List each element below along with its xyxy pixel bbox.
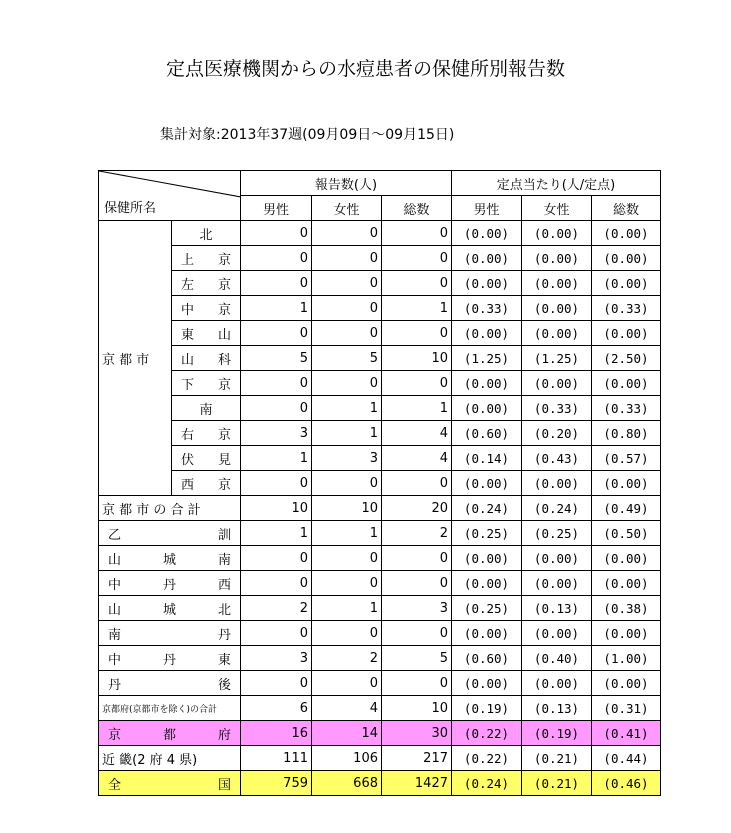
cell-rm: (0.14): [452, 446, 522, 471]
ward-name-chars: [175, 424, 237, 443]
cell-rf: (0.00): [522, 296, 592, 321]
cell-rm: (1.25): [452, 346, 522, 371]
ward-name-chars: [175, 274, 237, 293]
cell-total: 0: [382, 221, 452, 246]
ward-name-chars: [175, 299, 237, 318]
table-row: [99, 671, 661, 696]
cell-rf: (0.13): [522, 696, 592, 721]
row-name-char: 訓: [217, 527, 231, 543]
cell-rf: (0.20): [522, 421, 592, 446]
table-row: [99, 346, 661, 371]
ward-name-chars: 南: [199, 402, 213, 418]
cell-total: 0: [382, 471, 452, 496]
cell-total: 1427: [382, 771, 452, 796]
ward-char: 右: [181, 427, 195, 443]
cell-rf: (0.00): [522, 371, 592, 396]
cell-female: 0: [312, 671, 382, 696]
ward-name: [172, 221, 241, 246]
column-header: 男性: [241, 196, 312, 221]
ward-name-chars: [175, 474, 237, 493]
cell-rf: (0.00): [522, 471, 592, 496]
cell-female: 10: [312, 496, 382, 521]
column-header: 総数: [382, 196, 452, 221]
table-row: [99, 471, 661, 496]
cell-male: 1: [241, 446, 312, 471]
table-row: [99, 296, 661, 321]
row-name-char: 南: [108, 627, 122, 643]
cell-rf: (0.13): [522, 596, 592, 621]
ward-name: [172, 346, 241, 371]
corner-label: 保健所名: [104, 201, 157, 216]
cell-total: 0: [382, 271, 452, 296]
cell-rf: (0.00): [522, 621, 592, 646]
cell-rm: (0.00): [452, 321, 522, 346]
cell-rf: (0.25): [522, 521, 592, 546]
cell-female: 2: [312, 646, 382, 671]
cell-female: 0: [312, 246, 382, 271]
cell-male: 0: [241, 271, 312, 296]
cell-rt: (0.41): [592, 721, 661, 746]
cell-total: 10: [382, 696, 452, 721]
cell-rt: (0.00): [592, 471, 661, 496]
row-name-char: 京: [108, 727, 122, 743]
table-row: [99, 271, 661, 296]
cell-rf: (0.43): [522, 446, 592, 471]
column-header: 女性: [522, 196, 592, 221]
cell-rt: (0.57): [592, 446, 661, 471]
row-name-chars: [102, 524, 237, 543]
ward-char: 科: [217, 352, 231, 368]
cell-total: 0: [382, 571, 452, 596]
row-name-chars: [102, 724, 237, 743]
cell-total: 10: [382, 346, 452, 371]
cell-female: 4: [312, 696, 382, 721]
cell-female: 1: [312, 421, 382, 446]
ward-char: 京: [217, 252, 231, 268]
cell-rt: (0.38): [592, 596, 661, 621]
ward-char: 左: [181, 277, 195, 293]
cell-rt: (0.00): [592, 671, 661, 696]
rate-header: 定点当たり(人/定点): [452, 171, 661, 196]
table-body: [99, 171, 661, 796]
cell-male: 3: [241, 421, 312, 446]
cell-rt: (0.00): [592, 221, 661, 246]
row-name-char: 丹: [162, 652, 176, 668]
cell-female: 0: [312, 271, 382, 296]
table-row: [99, 521, 661, 546]
cell-male: 0: [241, 571, 312, 596]
cell-male: 0: [241, 246, 312, 271]
ward-char: 東: [181, 327, 195, 343]
cell-rm: (0.60): [452, 646, 522, 671]
cell-rm: (0.00): [452, 371, 522, 396]
cell-rt: (0.50): [592, 521, 661, 546]
ward-name-chars: [175, 374, 237, 393]
cell-rm: (0.24): [452, 496, 522, 521]
corner-cell: [99, 171, 241, 221]
national-row: [99, 771, 661, 796]
row-name-char: 国: [217, 777, 231, 793]
cell-rt: (0.80): [592, 421, 661, 446]
cell-male: 2: [241, 596, 312, 621]
row-name: [99, 671, 241, 696]
cell-total: 0: [382, 546, 452, 571]
column-header: 女性: [312, 196, 382, 221]
cell-rt: (0.44): [592, 746, 661, 771]
cell-male: 3: [241, 646, 312, 671]
ward-name-chars: 北: [199, 227, 213, 243]
table-row: [99, 221, 661, 246]
kyoto-pref-row: [99, 721, 661, 746]
ward-char: 京: [217, 277, 231, 293]
cell-rt: (2.50): [592, 346, 661, 371]
row-name-chars: [102, 599, 237, 618]
ward-name: [172, 446, 241, 471]
row-name: 京 都 市 の 合 計: [99, 496, 241, 521]
cell-rt: (0.00): [592, 271, 661, 296]
cell-female: 0: [312, 371, 382, 396]
kinki-row: [99, 746, 661, 771]
cell-female: 668: [312, 771, 382, 796]
cell-male: 0: [241, 321, 312, 346]
cell-rm: (0.25): [452, 521, 522, 546]
cell-rm: (0.00): [452, 246, 522, 271]
cell-female: 106: [312, 746, 382, 771]
cell-male: 10: [241, 496, 312, 521]
period-label: 集計対象:2013年37週(09月09日〜09月15日): [160, 127, 455, 143]
cell-rt: (0.31): [592, 696, 661, 721]
table-row: [99, 446, 661, 471]
row-name-chars: [102, 649, 237, 668]
cell-rm: (0.00): [452, 621, 522, 646]
row-name-char: 中: [108, 577, 122, 593]
cell-female: 0: [312, 471, 382, 496]
cell-rt: (1.00): [592, 646, 661, 671]
city-total-row: [99, 496, 661, 521]
cell-rm: (0.19): [452, 696, 522, 721]
cell-rf: (0.00): [522, 546, 592, 571]
cell-male: 1: [241, 296, 312, 321]
cell-rt: (0.33): [592, 296, 661, 321]
cell-female: 3: [312, 446, 382, 471]
cell-rm: (0.00): [452, 571, 522, 596]
cell-rf: (0.00): [522, 271, 592, 296]
table-row: [99, 421, 661, 446]
ward-char: 上: [181, 252, 195, 268]
row-name-char: 丹: [162, 577, 176, 593]
cell-male: 6: [241, 696, 312, 721]
row-name: 京都府(京都市を除く)の合計: [99, 696, 241, 721]
row-name-char: 城: [162, 602, 176, 618]
row-name-char: 山: [108, 552, 122, 568]
row-name-char: 山: [108, 602, 122, 618]
cell-rt: (0.00): [592, 321, 661, 346]
row-name: [99, 646, 241, 671]
cell-male: 759: [241, 771, 312, 796]
cell-total: 0: [382, 621, 452, 646]
ward-name: [172, 296, 241, 321]
ward-name: [172, 471, 241, 496]
ward-name: [172, 271, 241, 296]
cell-female: 5: [312, 346, 382, 371]
row-name-char: 北: [217, 602, 231, 618]
page-title: 定点医療機関からの水痘患者の保健所別報告数: [165, 58, 565, 80]
cell-male: 0: [241, 671, 312, 696]
cell-rt: (0.00): [592, 571, 661, 596]
cell-male: 0: [241, 471, 312, 496]
row-name-char: 丹: [108, 677, 122, 693]
column-header: 男性: [452, 196, 522, 221]
ward-char: 見: [217, 452, 231, 468]
ward-name: [172, 421, 241, 446]
header-row: [99, 171, 661, 196]
cell-rf: (0.19): [522, 721, 592, 746]
cell-female: 1: [312, 596, 382, 621]
cell-rf: (0.21): [522, 771, 592, 796]
cell-rt: (0.33): [592, 396, 661, 421]
cell-female: 0: [312, 621, 382, 646]
cell-total: 2: [382, 521, 452, 546]
row-name-chars: [102, 549, 237, 568]
ward-char: 京: [217, 477, 231, 493]
row-name-char: 都: [162, 727, 176, 743]
row-name-char: 府: [217, 727, 231, 743]
table-row: [99, 546, 661, 571]
cell-rm: (0.00): [452, 221, 522, 246]
cell-female: 1: [312, 521, 382, 546]
ward-name-chars: [175, 449, 237, 468]
cell-total: 0: [382, 246, 452, 271]
cell-total: 0: [382, 671, 452, 696]
cell-rf: (0.00): [522, 571, 592, 596]
cell-female: 0: [312, 321, 382, 346]
ward-char: 西: [181, 477, 195, 493]
table-row: [99, 571, 661, 596]
reports-header: 報告数(人): [241, 171, 452, 196]
cell-rm: (0.00): [452, 396, 522, 421]
cell-rm: (0.00): [452, 471, 522, 496]
table-row: [99, 621, 661, 646]
cell-male: 1: [241, 521, 312, 546]
row-name-char: 乙: [108, 527, 122, 543]
ward-char: 下: [181, 377, 195, 393]
cell-rm: (0.25): [452, 596, 522, 621]
column-header: 総数: [592, 196, 661, 221]
cell-total: 0: [382, 321, 452, 346]
row-name-char: 城: [162, 552, 176, 568]
row-name: [99, 546, 241, 571]
row-name-char: 西: [217, 577, 231, 593]
cell-male: 16: [241, 721, 312, 746]
cell-total: 1: [382, 296, 452, 321]
table-row: [99, 646, 661, 671]
row-name: [99, 521, 241, 546]
cell-total: 5: [382, 646, 452, 671]
table-row: [99, 371, 661, 396]
cell-male: 111: [241, 746, 312, 771]
row-name-char: 後: [217, 677, 231, 693]
cell-male: 0: [241, 371, 312, 396]
table-row: [99, 246, 661, 271]
row-name-char: 丹: [217, 627, 231, 643]
cell-rm: (0.22): [452, 746, 522, 771]
cell-rt: (0.46): [592, 771, 661, 796]
cell-total: 4: [382, 421, 452, 446]
pref-subtotal-row: [99, 696, 661, 721]
cell-rt: (0.00): [592, 621, 661, 646]
table-row: [99, 321, 661, 346]
cell-rf: (0.33): [522, 396, 592, 421]
cell-rm: (0.60): [452, 421, 522, 446]
cell-total: 1: [382, 396, 452, 421]
ward-name: [172, 371, 241, 396]
row-name-char: 南: [217, 552, 231, 568]
row-name: [99, 571, 241, 596]
report-table: [98, 170, 661, 796]
ward-name-chars: [175, 349, 237, 368]
cell-rt: (0.00): [592, 371, 661, 396]
cell-female: 0: [312, 571, 382, 596]
ward-char: 中: [181, 302, 195, 318]
cell-male: 0: [241, 221, 312, 246]
cell-total: 0: [382, 371, 452, 396]
row-name-char: 全: [108, 777, 122, 793]
cell-rf: (0.00): [522, 321, 592, 346]
row-name-chars: [102, 624, 237, 643]
cell-rm: (0.00): [452, 671, 522, 696]
row-name-char: 東: [217, 652, 231, 668]
cell-male: 0: [241, 396, 312, 421]
ward-name-chars: [175, 324, 237, 343]
cell-rm: (0.00): [452, 271, 522, 296]
ward-name: [172, 396, 241, 421]
table-row: [99, 396, 661, 421]
table-row: [99, 596, 661, 621]
cell-total: 4: [382, 446, 452, 471]
cell-rt: (0.49): [592, 496, 661, 521]
cell-total: 217: [382, 746, 452, 771]
ward-char: 京: [217, 302, 231, 318]
cell-female: 0: [312, 546, 382, 571]
cell-total: 20: [382, 496, 452, 521]
row-name-chars: [102, 574, 237, 593]
cell-male: 0: [241, 621, 312, 646]
cell-total: 3: [382, 596, 452, 621]
cell-rf: (0.00): [522, 221, 592, 246]
cell-female: 1: [312, 396, 382, 421]
row-name: [99, 596, 241, 621]
cell-rt: (0.00): [592, 246, 661, 271]
ward-char: 京: [217, 377, 231, 393]
ward-char: 山: [217, 327, 231, 343]
cell-rt: (0.00): [592, 546, 661, 571]
cell-female: 0: [312, 296, 382, 321]
kyoto-city-group: 京 都 市: [99, 221, 172, 496]
cell-rf: (0.00): [522, 246, 592, 271]
cell-male: 5: [241, 346, 312, 371]
ward-char: 京: [217, 427, 231, 443]
row-name: [99, 771, 241, 796]
cell-rf: (1.25): [522, 346, 592, 371]
cell-rm: (0.33): [452, 296, 522, 321]
row-name-char: 中: [108, 652, 122, 668]
row-name-chars: [102, 774, 237, 793]
cell-male: 0: [241, 546, 312, 571]
row-name-chars: [102, 674, 237, 693]
ward-char: 山: [181, 352, 195, 368]
cell-rf: (0.40): [522, 646, 592, 671]
row-name: 近 畿(2 府 4 県): [99, 746, 241, 771]
cell-total: 30: [382, 721, 452, 746]
cell-rm: (0.24): [452, 771, 522, 796]
cell-rf: (0.24): [522, 496, 592, 521]
row-name: [99, 721, 241, 746]
ward-name: [172, 321, 241, 346]
cell-rm: (0.00): [452, 546, 522, 571]
ward-name: [172, 246, 241, 271]
cell-rm: (0.22): [452, 721, 522, 746]
row-name: [99, 621, 241, 646]
ward-name-chars: [175, 249, 237, 268]
cell-rf: (0.21): [522, 746, 592, 771]
ward-char: 伏: [181, 452, 195, 468]
cell-female: 0: [312, 221, 382, 246]
cell-female: 14: [312, 721, 382, 746]
cell-rf: (0.00): [522, 671, 592, 696]
